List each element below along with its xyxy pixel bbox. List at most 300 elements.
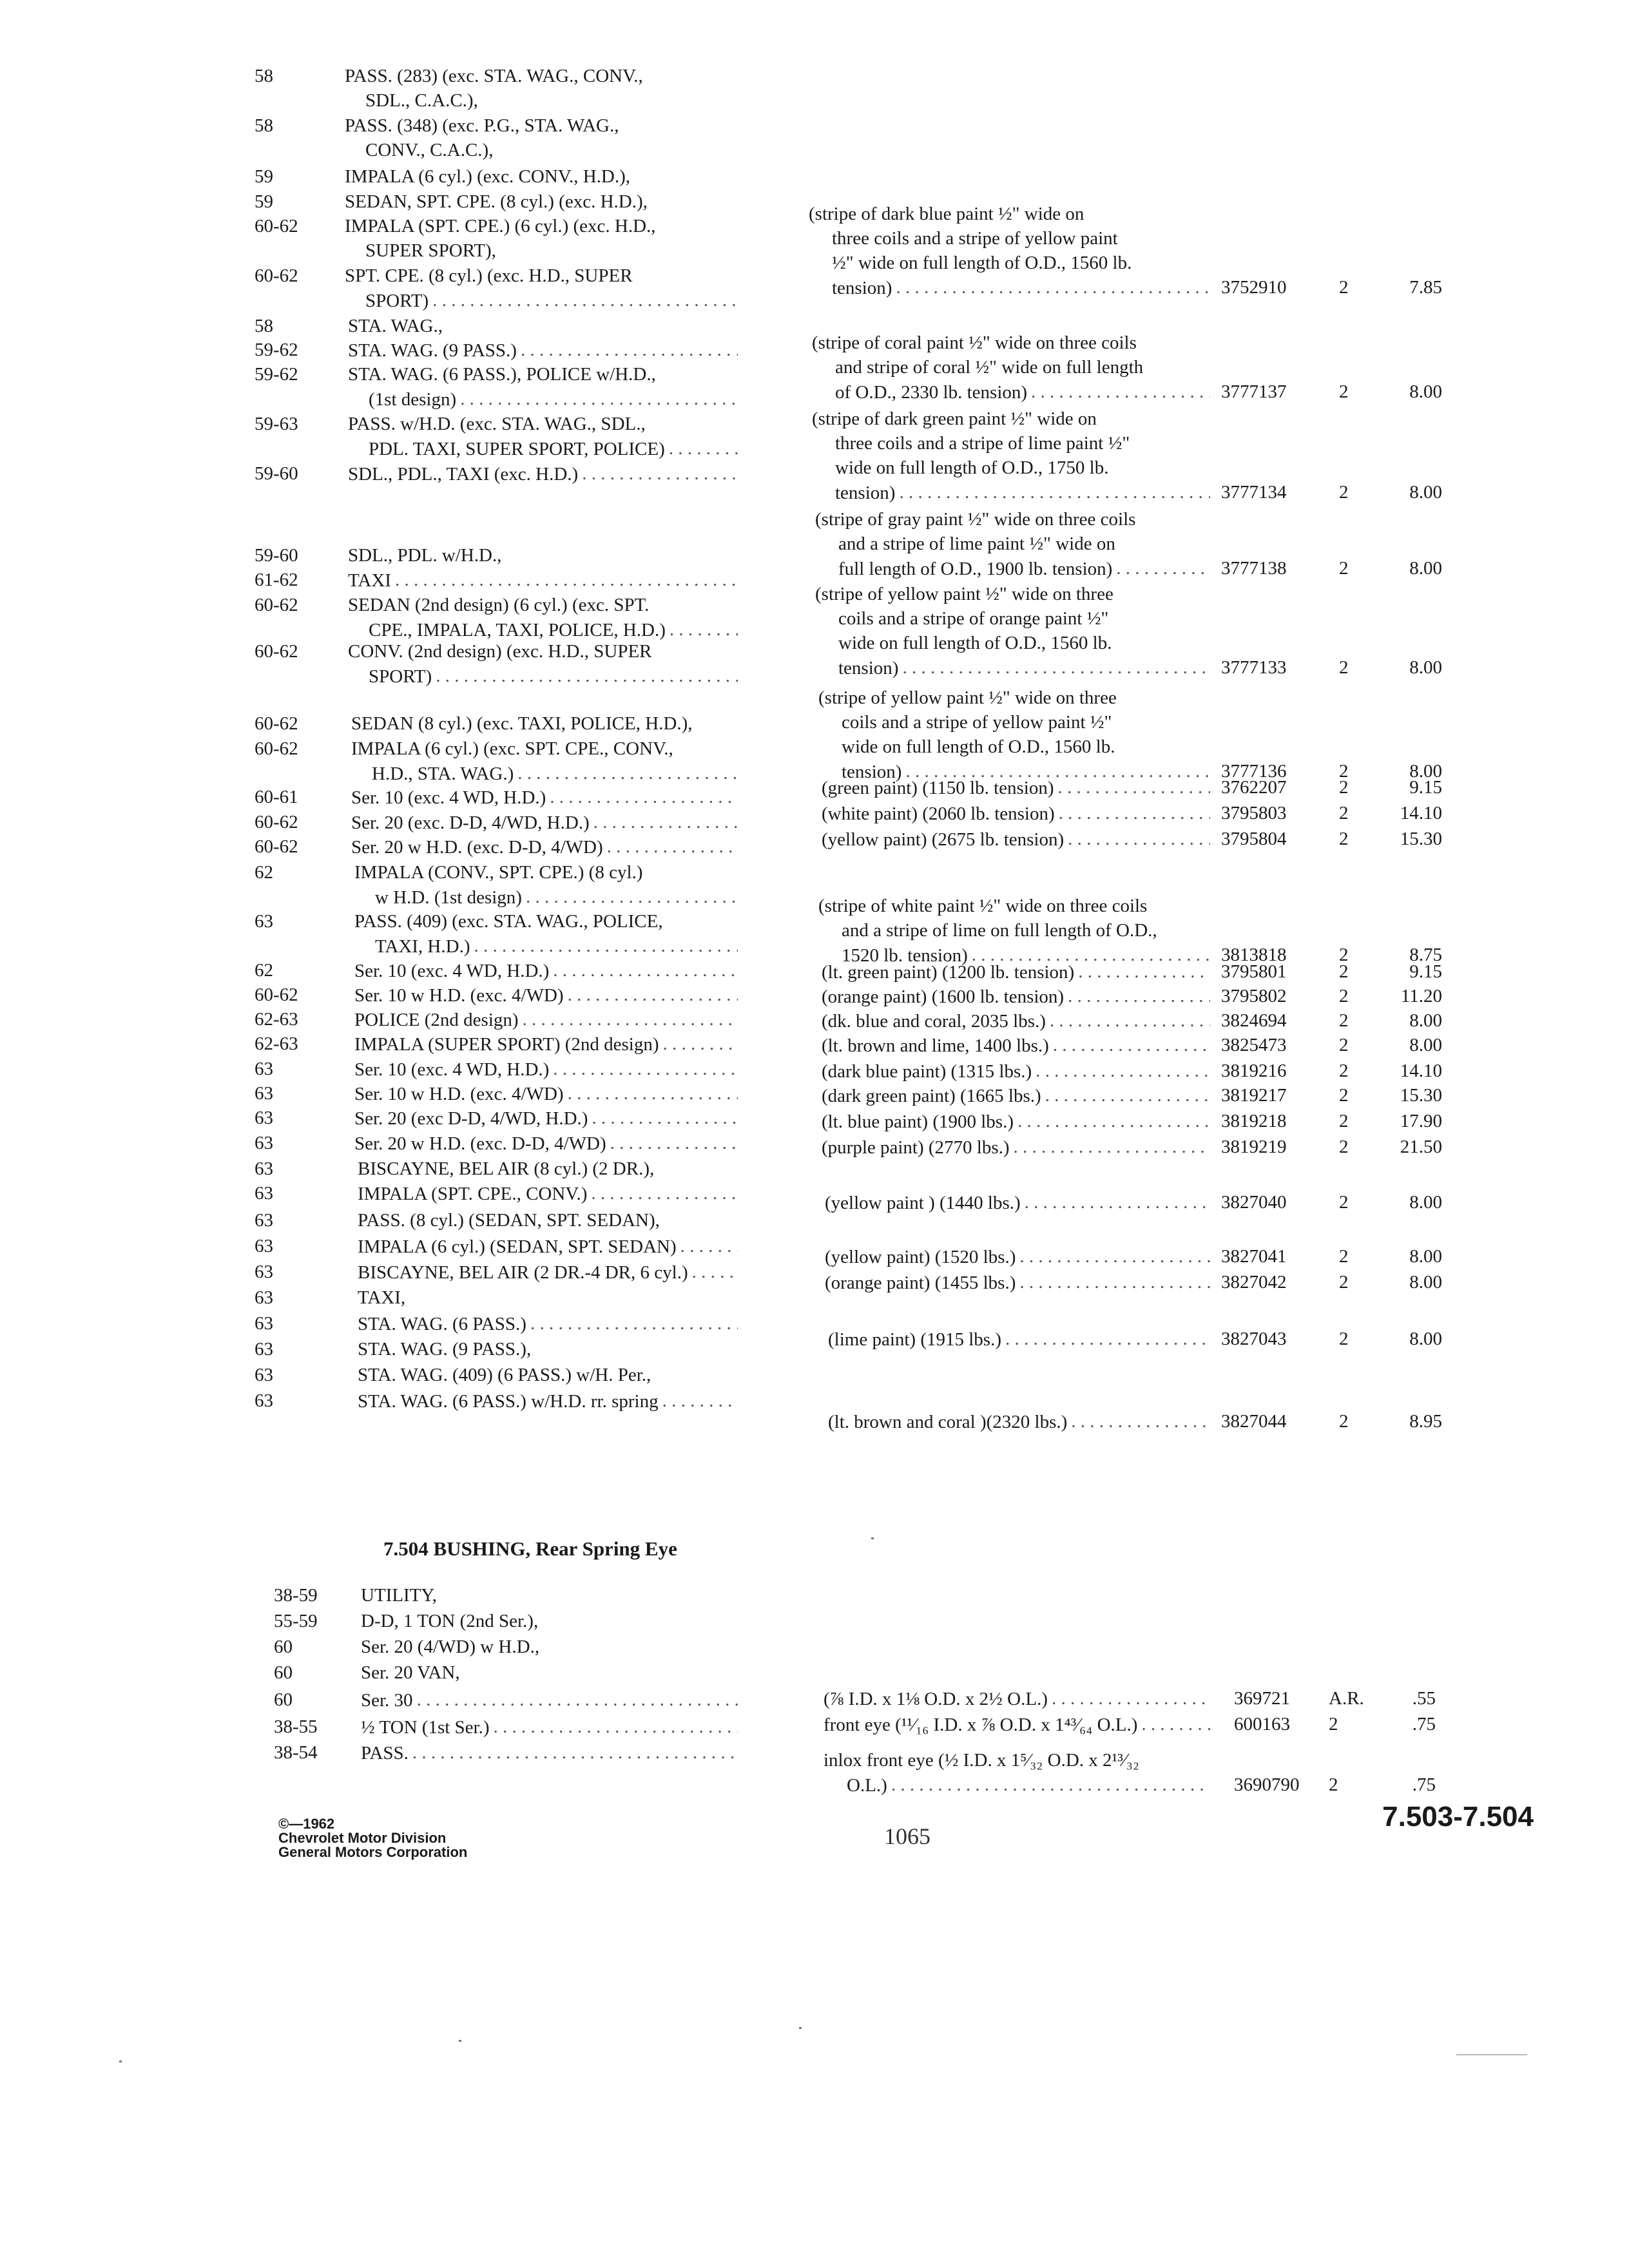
model-description	[375, 888, 738, 907]
description-text: STA. WAG. (409) (6 PASS.) w/H. Per.,	[358, 1365, 651, 1385]
quantity: A.R.	[1329, 1688, 1364, 1709]
price: 8.00	[1409, 482, 1442, 503]
description-text: BISCAYNE, BEL AIR (2 DR.-4 DR, 6 cyl.)	[358, 1262, 688, 1283]
spring-description	[822, 1036, 1210, 1055]
quantity: 2	[1339, 1192, 1349, 1213]
quantity: 2	[1339, 381, 1349, 402]
model-description	[369, 620, 738, 640]
scan-speck	[871, 1537, 874, 1539]
model-description	[348, 546, 501, 565]
spring-description	[838, 610, 1108, 628]
quantity: 2	[1329, 1774, 1338, 1795]
leader-dots	[568, 986, 738, 1005]
model-description	[361, 1638, 539, 1657]
leader-dots	[591, 1184, 738, 1204]
year-range: 38-54	[274, 1742, 318, 1763]
year-range: 58	[255, 66, 273, 86]
description-text: wide on full length of O.D., 1560 lb.	[838, 633, 1112, 653]
model-description	[361, 1612, 538, 1631]
part-number: 3819217	[1221, 1085, 1287, 1106]
description-text: (dark green paint) (1665 lbs.)	[822, 1086, 1041, 1106]
description-text: SDL., PDL. w/H.D.,	[348, 545, 502, 566]
description-text: Ser. 10 w H.D. (exc. 4/WD)	[354, 985, 564, 1006]
description-text: (⅞ I.D. x 1⅛ O.D. x 2½ O.L.)	[824, 1689, 1048, 1709]
description-text: CPE., IMPALA, TAXI, POLICE, H.D.)	[369, 620, 666, 640]
quantity: 2	[1339, 1411, 1349, 1432]
quantity: 2	[1339, 1085, 1349, 1106]
leader-dots	[1078, 963, 1210, 982]
description-text: three coils and a stripe of lime paint ½"	[835, 433, 1130, 454]
description-text: inlox front eye (½ I.D. x 1⁵⁄₃₂ O.D. x 2¹³⁄₃₂	[824, 1750, 1139, 1771]
spring-description	[835, 434, 1130, 453]
part-number: 3819218	[1221, 1111, 1287, 1131]
leader-dots	[553, 961, 738, 981]
model-description	[369, 390, 738, 409]
leader-dots	[669, 439, 738, 459]
model-description	[365, 291, 738, 311]
spring-description	[825, 1193, 1210, 1213]
price: 8.00	[1409, 1272, 1442, 1293]
spring-description	[825, 1273, 1210, 1293]
year-range: 60-62	[255, 985, 298, 1005]
spring-description	[824, 1751, 1139, 1770]
year-range: 59-63	[255, 414, 298, 434]
leader-dots	[412, 1744, 738, 1763]
price: .75	[1412, 1774, 1436, 1795]
leader-dots	[582, 465, 738, 484]
description-text: tension)	[835, 483, 896, 503]
price: 15.30	[1400, 1085, 1442, 1106]
leader-dots	[662, 1392, 738, 1411]
description-text: Ser. 20 w H.D. (exc. D-D, 4/WD)	[351, 837, 603, 858]
year-range: 60-62	[255, 595, 298, 615]
leader-dots	[1071, 1412, 1210, 1432]
part-number: 369721	[1234, 1688, 1290, 1709]
leader-dots	[568, 1084, 738, 1104]
description-text: (lt. blue paint) (1900 lbs.)	[822, 1111, 1014, 1132]
description-text: (1st design)	[369, 389, 457, 410]
description-text: coils and a stripe of orange paint ½"	[838, 608, 1109, 629]
copyright-line: Chevrolet Motor Division	[278, 1830, 447, 1846]
year-range: 63	[255, 1083, 273, 1104]
description-text: PDL. TAXI, SUPER SPORT, POLICE)	[369, 439, 665, 459]
leader-dots	[494, 1718, 738, 1737]
part-number: 3795804	[1221, 829, 1287, 849]
description-text: Ser. 20 w H.D. (exc. D-D, 4/WD)	[354, 1133, 606, 1154]
spring-description	[818, 689, 1117, 707]
spring-description	[822, 1062, 1210, 1081]
leader-dots	[395, 571, 738, 590]
description-text: STA. WAG. (9 PASS.),	[358, 1339, 532, 1360]
year-range: 60-62	[255, 738, 298, 759]
price: 14.10	[1400, 803, 1442, 823]
leader-dots	[417, 1691, 738, 1710]
model-description	[361, 1664, 460, 1682]
leader-dots	[1050, 1012, 1210, 1031]
description-text: STA. WAG.,	[348, 316, 443, 336]
description-text: (stripe of dark green paint ½" wide on	[812, 408, 1097, 429]
model-description	[354, 1134, 738, 1153]
leader-dots	[432, 291, 738, 311]
price: 8.95	[1409, 1411, 1442, 1432]
price: 9.15	[1409, 777, 1442, 798]
year-range: 63	[255, 1339, 273, 1360]
leader-dots	[663, 1035, 738, 1054]
leader-dots	[607, 838, 738, 857]
leader-dots	[891, 1776, 1210, 1795]
description-text: of O.D., 2330 lb. tension)	[835, 382, 1028, 403]
price: .75	[1412, 1714, 1436, 1735]
part-number: 3819216	[1221, 1061, 1287, 1081]
model-description	[358, 1211, 660, 1230]
part-number: 3827044	[1221, 1411, 1287, 1432]
leader-dots	[1059, 804, 1210, 823]
year-range: 60-62	[255, 812, 298, 832]
description-text: (stripe of white paint ½" wide on three coils	[818, 896, 1148, 916]
leader-dots	[1005, 1330, 1210, 1349]
price: 17.90	[1400, 1111, 1442, 1131]
model-description	[354, 961, 738, 981]
leader-dots	[1058, 778, 1210, 798]
description-text: STA. WAG. (6 PASS.) w/H.D. rr. spring	[358, 1391, 659, 1412]
model-description	[348, 465, 738, 484]
description-text: TAXI, H.D.)	[375, 936, 470, 957]
price: 8.75	[1409, 945, 1442, 965]
leader-dots	[680, 1237, 738, 1256]
leader-dots	[1025, 1193, 1210, 1213]
model-description	[345, 168, 630, 186]
description-text: SEDAN, SPT. CPE. (8 cyl.) (exc. H.D.),	[345, 191, 648, 212]
part-number: 3762207	[1221, 777, 1287, 798]
price: 8.00	[1409, 381, 1442, 402]
year-range: 60	[274, 1662, 293, 1683]
model-description	[354, 1084, 738, 1104]
spring-description	[828, 1330, 1210, 1349]
model-description	[358, 1392, 738, 1411]
spring-description	[822, 987, 1210, 1006]
spring-description	[822, 1112, 1210, 1131]
quantity: 2	[1339, 777, 1349, 798]
description-text: (stripe of coral paint ½" wide on three coils	[812, 332, 1137, 353]
description-text: Ser. 20 (exc. D-D, 4/WD, H.D.)	[351, 812, 590, 833]
description-text: H.D., STA. WAG.)	[372, 764, 514, 784]
spring-description	[822, 1086, 1210, 1106]
description-text: ½" wide on full length of O.D., 1560 lb.	[832, 253, 1132, 273]
description-text: TAXI,	[358, 1287, 406, 1308]
quantity: 2	[1339, 1061, 1349, 1081]
leader-dots	[1116, 559, 1210, 579]
spring-description	[832, 229, 1118, 248]
description-text: full length of O.D., 1900 lb. tension)	[838, 559, 1113, 579]
description-text: IMPALA (SUPER SPORT) (2nd design)	[354, 1034, 659, 1055]
description-text: CONV., C.A.C.),	[365, 140, 494, 160]
model-description	[345, 267, 633, 285]
leader-dots	[592, 1109, 738, 1128]
quantity: 2	[1339, 1329, 1349, 1349]
model-description	[351, 838, 738, 857]
description-text: front eye (¹¹⁄₁₆ I.D. x ⅞ O.D. x 1⁴³⁄₆₄ O.L.)	[824, 1715, 1138, 1735]
description-text: STA. WAG. (6 PASS.), POLICE w/H.D.,	[348, 364, 656, 385]
year-range: 60-61	[255, 787, 298, 807]
scan-speck	[799, 2027, 802, 2029]
model-description	[361, 1586, 437, 1605]
description-text: PASS. (409) (exc. STA. WAG., POLICE,	[354, 911, 663, 932]
price: 21.50	[1400, 1137, 1442, 1157]
description-text: TAXI	[348, 570, 391, 591]
part-number: 3777136	[1221, 761, 1287, 782]
spring-description	[847, 1776, 1210, 1795]
part-number: 3827041	[1221, 1246, 1287, 1267]
leader-dots	[1052, 1689, 1210, 1709]
quantity: 2	[1339, 482, 1349, 503]
price: .55	[1412, 1688, 1436, 1709]
description-text: O.L.)	[847, 1775, 887, 1796]
year-range: 63	[255, 1313, 273, 1334]
model-description	[358, 1184, 738, 1204]
model-description	[345, 117, 619, 135]
model-description	[348, 415, 646, 434]
description-text: ½ TON (1st Ser.)	[361, 1717, 490, 1738]
description-text: SDL., PDL., TAXI (exc. H.D.)	[348, 464, 579, 485]
description-text: SPT. CPE. (8 cyl.) (exc. H.D., SUPER	[345, 265, 633, 286]
model-description	[354, 1035, 738, 1054]
leader-dots	[517, 764, 738, 783]
price: 8.00	[1409, 1010, 1442, 1031]
part-number: 3819219	[1221, 1137, 1287, 1157]
part-number: 3795802	[1221, 986, 1287, 1006]
spring-description	[835, 459, 1108, 477]
spring-description	[815, 585, 1113, 604]
model-description	[358, 1366, 651, 1385]
leader-dots	[1019, 1247, 1210, 1267]
spring-description	[815, 510, 1135, 529]
description-text: (stripe of dark blue paint ½" wide on	[809, 204, 1084, 224]
part-number: 3813818	[1221, 945, 1287, 965]
year-range: 63	[255, 1236, 273, 1256]
leader-dots	[692, 1263, 738, 1282]
leader-dots	[550, 788, 738, 807]
leader-dots	[530, 1314, 738, 1334]
part-number: 3777137	[1221, 381, 1287, 402]
price: 11.20	[1400, 986, 1442, 1006]
spring-description	[842, 921, 1157, 940]
description-text: STA. WAG. (9 PASS.)	[348, 340, 517, 361]
spring-description	[812, 334, 1137, 352]
leader-dots	[460, 390, 738, 409]
quantity: 2	[1339, 657, 1349, 678]
description-text: Ser. 20 (exc D-D, 4/WD, H.D.)	[354, 1108, 588, 1129]
description-text: IMPALA (CONV., SPT. CPE.) (8 cyl.)	[354, 862, 643, 883]
leader-dots	[1017, 1112, 1210, 1131]
model-description	[351, 740, 673, 758]
year-range: 63	[255, 1183, 273, 1204]
description-text: (lt. brown and lime, 1400 lbs.)	[822, 1035, 1049, 1056]
section-heading: 7.504 BUSHING, Rear Spring Eye	[383, 1537, 677, 1560]
model-description	[369, 667, 738, 686]
year-range: 58	[255, 115, 273, 136]
model-description	[358, 1289, 405, 1307]
year-range: 60	[274, 1637, 293, 1657]
spring-description	[822, 778, 1210, 798]
leader-dots	[1019, 1273, 1210, 1293]
spring-description	[835, 358, 1143, 377]
spring-description	[832, 278, 1210, 298]
year-range: 59-60	[255, 463, 298, 484]
spring-description	[822, 963, 1210, 982]
copyright-line: ©—1962	[278, 1816, 335, 1832]
model-description	[375, 937, 738, 956]
description-text: (dark blue paint) (1315 lbs.)	[822, 1061, 1032, 1082]
model-description	[351, 813, 738, 832]
model-description	[348, 642, 652, 661]
spring-description	[824, 1715, 1210, 1735]
year-range: 59-62	[255, 340, 298, 360]
description-text: wide on full length of O.D., 1560 lb.	[842, 736, 1115, 757]
year-range: 62	[255, 862, 273, 883]
copyright-line: General Motors Corporation	[278, 1844, 468, 1860]
description-text: (stripe of yellow paint ½" wide on three	[818, 687, 1117, 708]
year-range: 60	[274, 1689, 293, 1710]
model-description	[365, 242, 496, 260]
description-text: SUPER SPORT),	[365, 240, 496, 261]
description-text: PASS. (348) (exc. P.G., STA. WAG.,	[345, 115, 619, 136]
spring-description	[822, 830, 1210, 849]
price: 15.30	[1400, 829, 1442, 849]
description-text: wide on full length of O.D., 1750 lb.	[835, 457, 1109, 478]
leader-dots	[896, 278, 1210, 298]
year-range: 60-62	[255, 641, 298, 662]
description-text: SPORT)	[365, 291, 429, 311]
copyright-block	[278, 1817, 467, 1860]
description-text: PASS. (283) (exc. STA. WAG., CONV.,	[345, 66, 643, 86]
model-description	[348, 571, 738, 590]
spring-description	[822, 1012, 1210, 1031]
model-description	[345, 67, 643, 86]
spring-description	[838, 658, 1210, 678]
description-text: IMPALA (6 cyl.) (exc. CONV., H.D.),	[345, 166, 631, 187]
part-number: 3824694	[1221, 1010, 1287, 1031]
spring-description	[822, 1138, 1210, 1157]
year-range: 63	[255, 1158, 273, 1179]
spring-description	[822, 804, 1210, 823]
leader-dots	[1014, 1138, 1210, 1157]
model-description	[348, 341, 738, 360]
model-description	[348, 365, 656, 384]
part-number: 3827042	[1221, 1272, 1287, 1293]
model-description	[358, 1314, 738, 1334]
quantity: 2	[1339, 1111, 1349, 1131]
description-text: coils and a stripe of yellow paint ½"	[842, 712, 1112, 733]
spring-description	[825, 1247, 1210, 1267]
model-description	[361, 1691, 738, 1710]
part-number: 3825473	[1221, 1035, 1287, 1055]
leader-dots	[902, 658, 1210, 678]
description-text: (dk. blue and coral, 2035 lbs.)	[822, 1011, 1046, 1032]
leader-dots	[1045, 1086, 1210, 1106]
year-range: 63	[255, 1390, 273, 1411]
description-text: (purple paint) (2770 lbs.)	[822, 1137, 1010, 1158]
year-range: 63	[255, 1210, 273, 1231]
model-description	[354, 986, 738, 1005]
description-text: and a stripe of lime paint ½" wide on	[838, 533, 1115, 554]
part-number: 3752910	[1221, 277, 1287, 298]
part-number: 3777134	[1221, 482, 1287, 503]
description-text: Ser. 10 (exc. 4 WD, H.D.)	[354, 961, 550, 981]
model-description	[354, 912, 663, 931]
leader-dots	[1068, 830, 1210, 849]
quantity: 2	[1339, 1010, 1349, 1031]
spring-description	[809, 205, 1084, 224]
year-range: 60-62	[255, 836, 298, 857]
scan-speck	[459, 2040, 461, 2042]
year-range: 60-62	[255, 713, 298, 734]
description-text: (yellow paint) (1520 lbs.)	[825, 1247, 1016, 1267]
spring-description	[818, 897, 1147, 916]
scan-speck	[1456, 2054, 1527, 2055]
year-range: 63	[255, 1108, 273, 1128]
part-number: 3795803	[1221, 803, 1287, 823]
year-range: 61-62	[255, 570, 298, 590]
quantity: 2	[1339, 945, 1349, 965]
page-number: 1065	[884, 1823, 930, 1849]
year-range: 59-60	[255, 545, 298, 566]
description-text: SEDAN (2nd design) (6 cyl.) (exc. SPT.	[348, 595, 650, 615]
price: 7.85	[1409, 277, 1442, 298]
part-number: 3690790	[1234, 1774, 1300, 1795]
quantity: 2	[1339, 558, 1349, 579]
description-text: (stripe of yellow paint ½" wide on three	[815, 584, 1113, 604]
description-text: PASS.	[361, 1743, 409, 1763]
leader-dots	[1141, 1715, 1210, 1735]
quantity: 2	[1339, 1035, 1349, 1055]
model-description	[361, 1744, 738, 1763]
model-description	[348, 596, 649, 615]
leader-dots	[523, 1010, 738, 1030]
description-text: three coils and a stripe of yellow paint	[832, 228, 1118, 249]
leader-dots	[474, 937, 738, 956]
year-range: 59	[255, 166, 273, 187]
year-range: 58	[255, 316, 273, 336]
description-text: SPORT)	[369, 666, 432, 687]
price: 8.00	[1409, 1035, 1442, 1055]
year-range: 63	[255, 1287, 273, 1308]
model-description	[354, 1010, 738, 1030]
model-description	[354, 863, 642, 882]
description-text: (lt. brown and coral )(2320 lbs.)	[828, 1412, 1068, 1432]
year-range: 63	[255, 1262, 273, 1282]
price: 14.10	[1400, 1061, 1442, 1081]
year-range: 60-62	[255, 216, 298, 236]
description-text: PASS. (8 cyl.) (SEDAN, SPT. SEDAN),	[358, 1210, 660, 1231]
description-text: (lime paint) (1915 lbs.)	[828, 1329, 1002, 1350]
model-description	[365, 141, 493, 160]
description-text: IMPALA (6 cyl.) (exc. SPT. CPE., CONV.,	[351, 738, 673, 759]
description-text: Ser. 10 (exc. 4 WD, H.D.)	[351, 787, 546, 808]
quantity: 2	[1339, 277, 1349, 298]
description-text: UTILITY,	[361, 1585, 437, 1606]
scan-speck	[119, 2061, 122, 2062]
description-text: tension)	[842, 762, 902, 782]
leader-dots	[521, 341, 738, 360]
leader-dots	[436, 667, 738, 686]
quantity: 2	[1339, 961, 1349, 982]
description-text: STA. WAG. (6 PASS.)	[358, 1314, 526, 1334]
spring-description	[812, 410, 1097, 428]
part-number: 3777133	[1221, 657, 1287, 678]
model-description	[348, 317, 443, 336]
description-text: 1520 lb. tension)	[842, 945, 968, 966]
quantity: 2	[1339, 829, 1349, 849]
